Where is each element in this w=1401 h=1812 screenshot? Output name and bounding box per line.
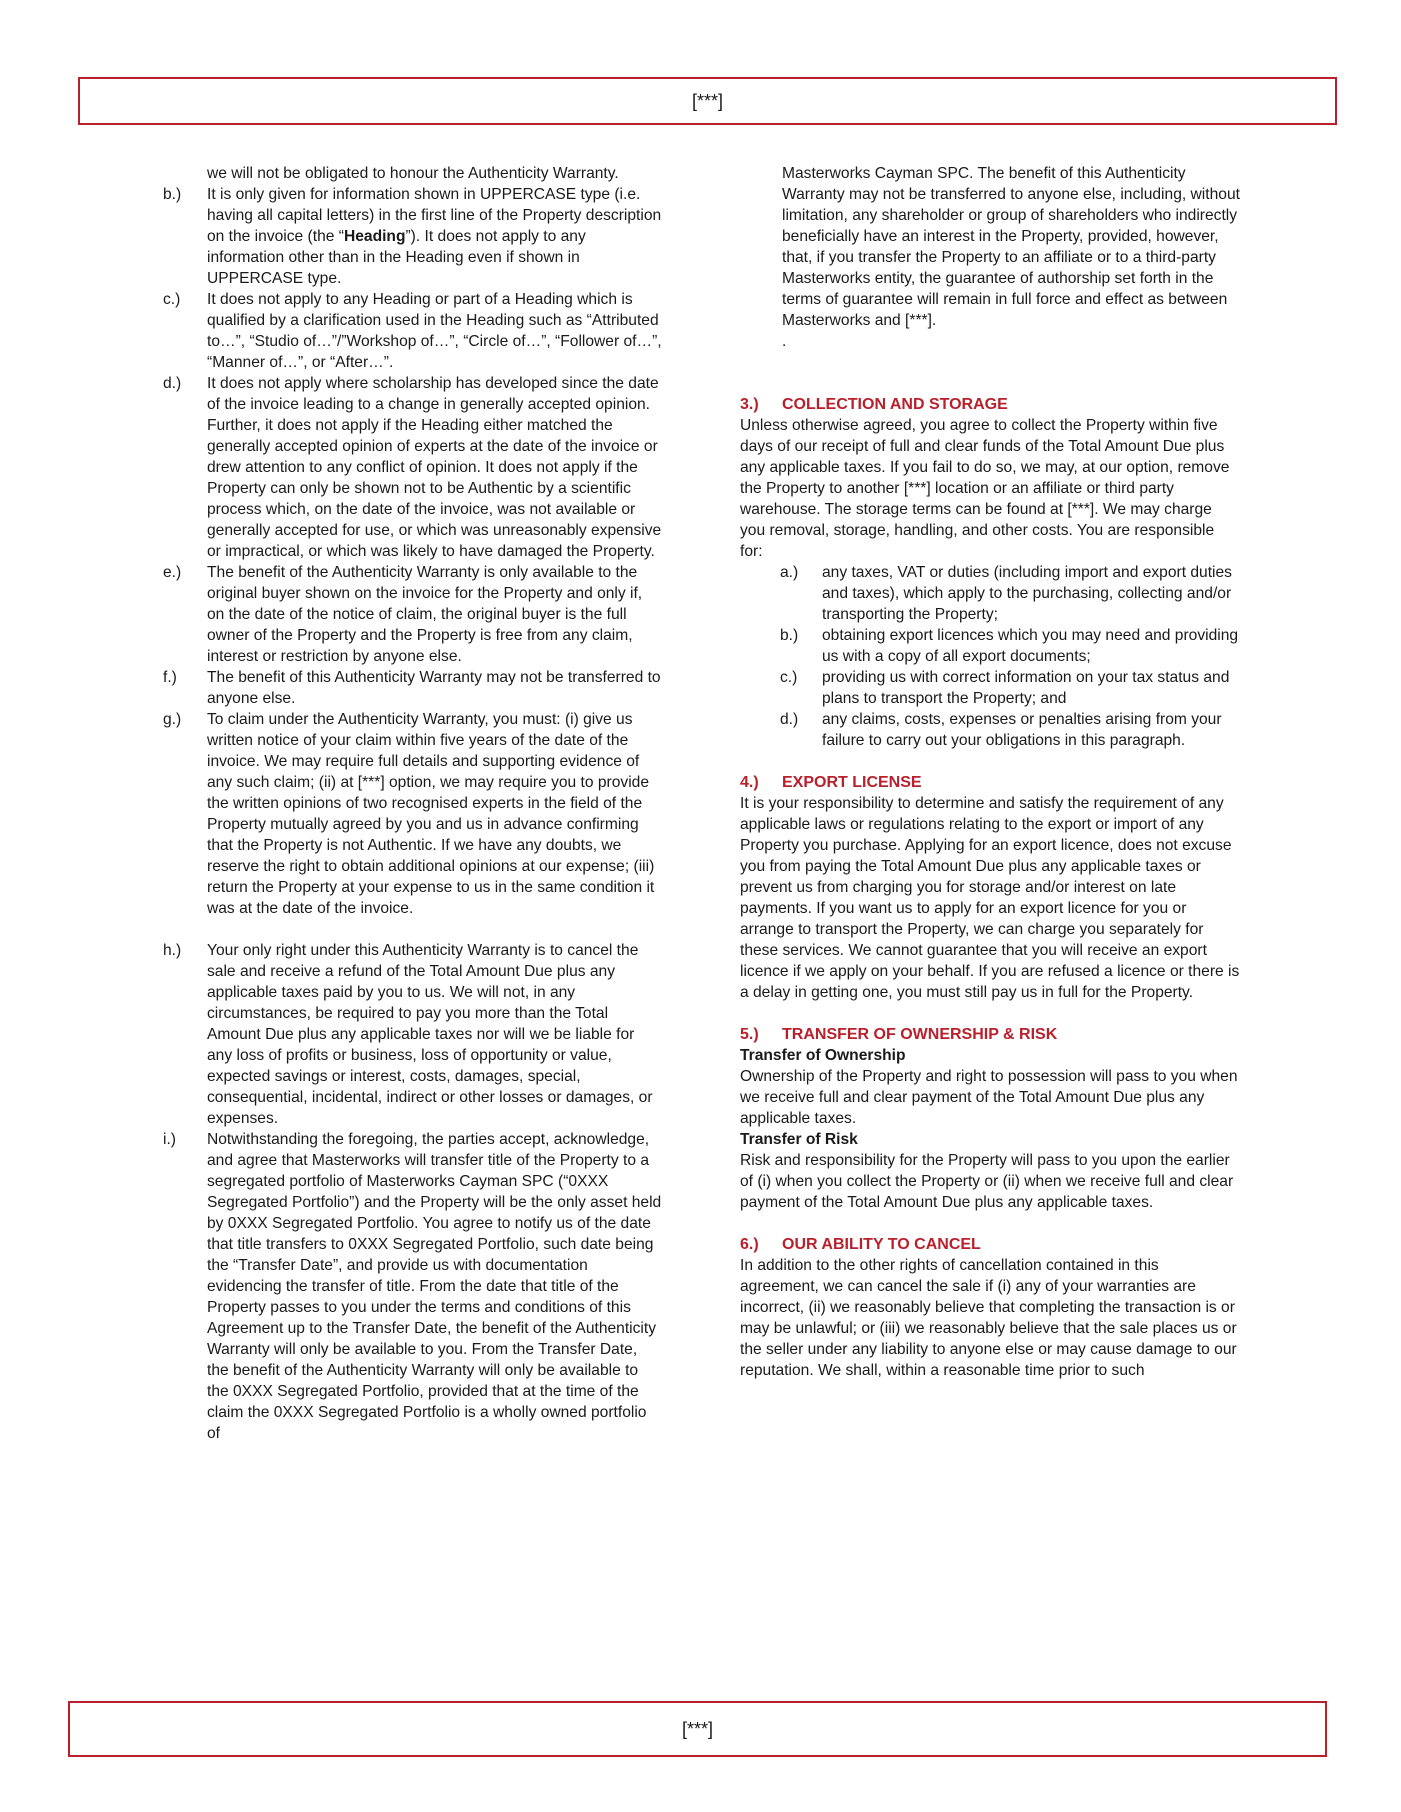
list-item-d [780, 709, 1240, 751]
section-5-body-1: Ownership of the Property and right to possession will pass to you when we receive full and clear payment of the Total Amount Due plus any applicable taxes. [740, 1068, 1238, 1127]
list-item-a [780, 562, 1240, 625]
list-item-b [780, 625, 1240, 667]
list-item-i [163, 1129, 663, 1444]
heading-term: Heading [343, 228, 406, 245]
subheading-transfer-of-ownership: Transfer of Ownership [740, 1047, 906, 1064]
section-number: 5.) [740, 1026, 759, 1043]
item-text: To claim under the Authenticity Warranty, you must: (i) give us written notice of your claim within five years of the date of the invoice. We may require full details and supporting evidence of any such claim; (ii) at [***] option, we may require you to provide the written opinions of two recognised experts in the field of the Property mutually agreed by you and us in advance confirming that the Property is not Authentic. If we have any doubts, we reserve the right to obtain additional opinions at our expense; (iii) return the Property at your expense to us in the same condition it was at the date of the invoice. [207, 711, 655, 917]
item-text: Notwithstanding the foregoing, the parties accept, acknowledge, and agree that Masterworks will transfer title of the Property to a segregated portfolio of Masterworks Cayman SPC (“0XXX Segregated Portfolio”) and the Property will be the only asset held by 0XXX Segregated Portfolio. You agree to notify us of the date that title transfers to 0XXX Segregated Portfolio, such date being the “Transfer Date”, and provide us with documentation evidencing the transfer of title. From the date that title of the Property passes to you under the terms and conditions of this Agreement up to the Transfer Date, the benefit of the Authenticity Warranty will only be available to you. From the Transfer Date, the benefit of the Authenticity Warranty will only be available to the 0XXX Segregated Portfolio, provided that at the time of the claim the 0XXX Segregated Portfolio is a wholly owned portfolio of [207, 1131, 662, 1442]
item-text: It does not apply where scholarship has developed since the date of the invoice leading to a change in generally accepted opinion. Further, it does not apply if the Heading either matched the generally accepted opinion of experts at the date of the invoice or drew attention to any conflict of opinion. It does not apply if the Property can only be shown not to be Authentic by a scientific process which, on the date of the invoice, was not available or generally accepted for use, or which was unreasonably expensive or impractical, or which was likely to have damaged the Property. [207, 375, 662, 560]
section-4-heading [740, 772, 1240, 793]
item-text: Your only right under this Authenticity Warranty is to cancel the sale and receive a refund of the Total Amount Due plus any applicable taxes paid by you to us. We will not, in any circumstances, be required to pay you more than the Total Amount Due plus any applicable taxes nor will we be liable for any loss of profits or business, loss of opportunity or value, expected savings or interest, costs, damages, special, consequential, incidental, indirect or other losses or damages, or expenses. [207, 942, 653, 1127]
list-item-g [163, 709, 663, 919]
list-item-d [163, 373, 663, 562]
list-item-f [163, 667, 663, 709]
item-label: g.) [163, 711, 182, 728]
item-label: c.) [780, 669, 798, 686]
section-number: 6.) [740, 1236, 759, 1253]
item-label: c.) [163, 291, 181, 308]
item-text: any taxes, VAT or duties (including import and export duties and taxes), which apply to the purchasing, collecting and/or transporting the Property; [822, 564, 1232, 623]
item-label: e.) [163, 564, 182, 581]
item-text: providing us with correct information on your tax status and plans to transport the Property; and [822, 669, 1230, 707]
list-item-c [163, 289, 663, 373]
subheading-transfer-of-risk: Transfer of Risk [740, 1131, 858, 1148]
page-footer [68, 1701, 1327, 1757]
list-item-e [163, 562, 663, 667]
list-item-c [780, 667, 1240, 709]
section-number: 3.) [740, 396, 759, 413]
section-3-body: Unless otherwise agreed, you agree to collect the Property within five days of our receipt of full and clear funds of the Total Amount Due plus any applicable taxes. If you fail to do so, we may, at our option, remove the Property to another [***] location or an affiliate or third party warehouse. The storage terms can be found at [***]. We may charge you removal, storage, handling, and other costs. You are responsible for: [740, 417, 1230, 560]
section-title: TRANSFER OF OWNERSHIP & RISK [782, 1026, 1058, 1043]
section-title: OUR ABILITY TO CANCEL [782, 1236, 981, 1253]
item-label: a.) [780, 564, 799, 581]
item-label: i.) [163, 1131, 176, 1148]
item-label: d.) [780, 711, 799, 728]
section-6-body: In addition to the other rights of cancellation contained in this agreement, we can cancel the sale if (i) any of your warranties are incorrect, (ii) we reasonably believe that completing the transaction is or may be unlawful; or (iii) we reasonably believe that the sale places us or the seller under any liability to anyone else or may cause damage to our reputation. We shall, within a reasonable time prior to such [740, 1257, 1237, 1379]
page-header [78, 77, 1337, 125]
section-title: EXPORT LICENSE [782, 774, 922, 791]
footer-text: [***] [681, 1718, 714, 1739]
item-text: any claims, costs, expenses or penalties arising from your failure to carry out your obligations in this paragraph. [822, 711, 1222, 749]
item-label: d.) [163, 375, 182, 392]
right-column [740, 163, 1240, 1381]
item-text: The benefit of this Authenticity Warranty may not be transferred to anyone else. [207, 669, 661, 707]
section-3-list [740, 562, 1240, 751]
item-label: f.) [163, 669, 177, 686]
section-5-body-2: Risk and responsibility for the Property will pass to you upon the earlier of (i) when you collect the Property or (ii) when we receive full and clear payment of the Total Amount Due plus any applicable taxes. [740, 1152, 1234, 1211]
stray-dot: . [782, 333, 787, 350]
section-4-body: It is your responsibility to determine and satisfy the requirement of any applicable laws or regulations relating to the export or import of any Property you purchase. Applying for an export licence, does not excuse you from paying the Total Amount Due plus any applicable taxes or prevent us from charging you for storage and/or interest on late payments. If you want us to apply for an export licence for you or arrange to transport the Property, we can charge you separately for these services. We cannot guarantee that you will receive an export licence if we apply on your behalf. If you are refused a licence or there is a delay in getting one, you must still pay us in full for the Property. [740, 795, 1240, 1001]
section-title: COLLECTION AND STORAGE [782, 396, 1008, 413]
list-item-b [163, 184, 663, 289]
left-column [163, 163, 663, 1444]
item-text: It is only given for information shown in UPPERCASE type (i.e. having all capital letters) in the first line of the Property description on the invoice (the “Heading”). It does not apply to any information other than in the Heading even if shown in UPPERCASE type. [207, 186, 662, 287]
item-label: b.) [780, 627, 799, 644]
section-6-heading [740, 1234, 1240, 1255]
item-text: The benefit of the Authenticity Warranty is only available to the original buyer shown on the invoice for the Property and only if, on the date of the notice of claim, the original buyer is the full owner of the Property and the Property is free from any claim, interest or restriction by anyone else. [207, 564, 643, 665]
section-number: 4.) [740, 774, 759, 791]
item-text: obtaining export licences which you may need and providing us with a copy of all export documents; [822, 627, 1239, 665]
section-3-heading [740, 394, 1240, 415]
list-item-h [163, 940, 663, 1129]
header-text: [***] [691, 90, 724, 111]
item-label: b.) [163, 186, 182, 203]
section-5-heading [740, 1024, 1240, 1045]
item-label: h.) [163, 942, 182, 959]
item-text: It does not apply to any Heading or part of a Heading which is qualified by a clarification used in the Heading such as “Attributed to…”, “Studio of…”/”Workshop of…”, “Circle of…”, “Follower of…”, “Manner of…”, or “After…”. [207, 291, 662, 371]
continued-item-a: we will not be obligated to honour the Authenticity Warranty. [207, 165, 619, 182]
continued-item-i: Masterworks Cayman SPC. The benefit of this Authenticity Warranty may not be transferred to anyone else, including, without limitation, any shareholder or group of shareholders who indirectly beneficially have an interest in the Property, provided, however, that, if you transfer the Property to an affiliate or to a third-party Masterworks entity, the guarantee of authorship set forth in the terms of guarantee will remain in full force and effect as between Masterworks and [***]. [782, 165, 1240, 329]
